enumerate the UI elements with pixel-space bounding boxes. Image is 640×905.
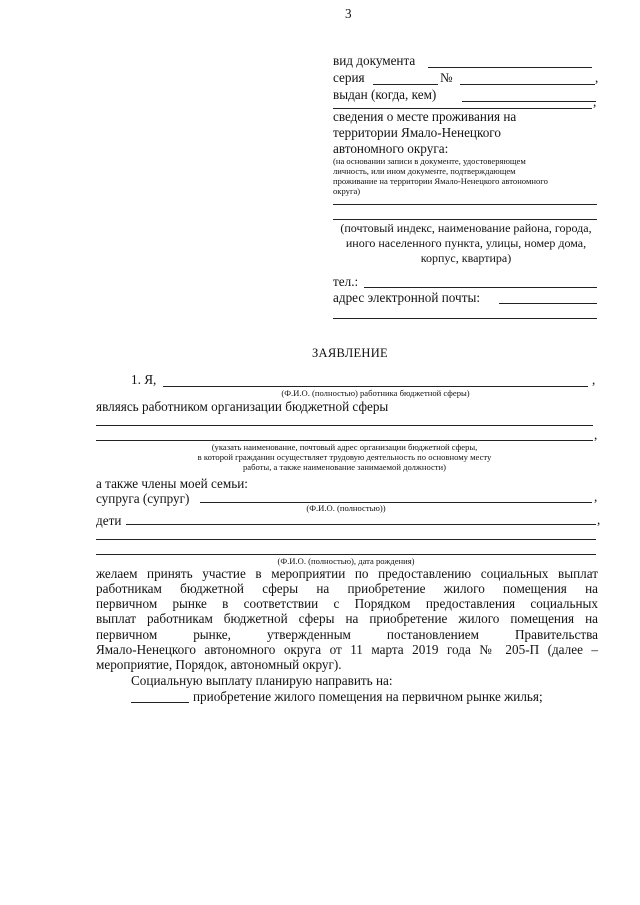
paragraph-line-1: желаем принять участие в мероприятии по предоставлению социальных выплат: [96, 566, 598, 581]
email-line[interactable]: [499, 303, 597, 304]
doc-type-line[interactable]: [428, 67, 592, 68]
option1-checkbox-line[interactable]: [131, 702, 189, 703]
plan-label: Социальную выплату планирую направить на:: [131, 673, 393, 688]
comma: ,: [595, 70, 599, 85]
number-line[interactable]: [460, 84, 595, 85]
residence-line-1: сведения о месте проживания на: [333, 109, 517, 124]
paragraph-line-7: мероприятие, Порядок, автономный округ).: [96, 657, 342, 672]
org-hint-3: работы, а также наименование занимаемой должности): [243, 462, 446, 472]
paragraph-line-4: выплат работникам бюджетной сферы на приобретение жилого помещения на: [96, 611, 598, 626]
spouse-hint: (Ф.И.О. (полностью)): [306, 503, 386, 513]
residence-note-4: округа): [333, 186, 361, 196]
comma: ,: [592, 372, 596, 387]
comma: ,: [594, 489, 598, 504]
paragraph-line-2: работникам бюджетной сферы на приобретение жилого помещения на: [96, 581, 598, 596]
paragraph-line-6: Ямало-Ненецкого автономного округа от 11 марта 2019 года № 205-П (далее –: [96, 642, 598, 657]
residence-line-2: территории Ямало-Ненецкого: [333, 125, 501, 140]
address-hint-2: иного населенного пункта, улицы, номер дома,: [345, 236, 587, 250]
residence-note-1: (на основании записи в документе, удостоверяющем: [333, 156, 526, 166]
doc-type-label: вид документа: [333, 53, 416, 68]
option1-label: приобретение жилого помещения на первичном рынке жилья;: [193, 689, 543, 704]
family-label: а также члены моей семьи:: [96, 476, 248, 491]
children-line-2[interactable]: [96, 539, 596, 540]
org-line-1[interactable]: [96, 425, 593, 426]
residence-line-3: автономного округа:: [333, 141, 449, 156]
fio-worker-hint: (Ф.И.О. (полностью) работника бюджетной сферы): [281, 388, 470, 398]
children-line-1[interactable]: [126, 524, 596, 525]
org-hint-1: (указать наименование, почтовый адрес организации бюджетной сферы,: [211, 442, 478, 452]
phone-label: тел.:: [333, 274, 359, 289]
address-hint-1: (почтовый индекс, наименование района, города,: [340, 221, 592, 235]
address-line-1[interactable]: [333, 204, 597, 205]
email-label: адрес электронной почты:: [333, 290, 480, 305]
comma: ,: [597, 512, 601, 527]
address-hint-3: корпус, квартира): [420, 251, 512, 265]
residence-note-2: личность, или ином документе, подтверждающем: [333, 166, 516, 176]
paragraph-line-3: первичном рынке в соответствии с Порядком предоставления социальных: [96, 596, 598, 611]
children-line-3[interactable]: [96, 554, 596, 555]
phone-line[interactable]: [364, 287, 597, 288]
i-label: 1. Я,: [131, 372, 157, 387]
org-hint-2: в которой гражданин осуществляет трудовую деятельность по основному месту: [197, 452, 492, 462]
page-number: 3: [345, 6, 352, 21]
paragraph-line-5: первичном рынке, утвержденным постановлением Правительства: [96, 627, 598, 642]
org-line-2[interactable]: [96, 440, 593, 441]
comma: ,: [594, 427, 598, 442]
residence-note-3: проживание на территории Ямало-Ненецкого автономного: [333, 176, 548, 186]
issued-label: выдан (когда, кем): [333, 87, 437, 102]
address-line-2[interactable]: [333, 219, 597, 220]
series-label: серия: [333, 70, 365, 85]
children-hint: (Ф.И.О. (полностью), дата рождения): [277, 556, 415, 566]
spouse-label: супруга (супруг): [96, 491, 190, 506]
fio-worker-line[interactable]: [163, 386, 588, 387]
comma: ,: [593, 94, 597, 109]
number-label: №: [440, 70, 453, 85]
being-worker-label: являясь работником организации бюджетной сферы: [96, 399, 389, 414]
email-line-2[interactable]: [333, 318, 597, 319]
issued-line[interactable]: [462, 101, 596, 102]
children-label: дети: [96, 513, 122, 528]
page-title: ЗАЯВЛЕНИЕ: [312, 346, 388, 360]
series-line[interactable]: [373, 84, 438, 85]
